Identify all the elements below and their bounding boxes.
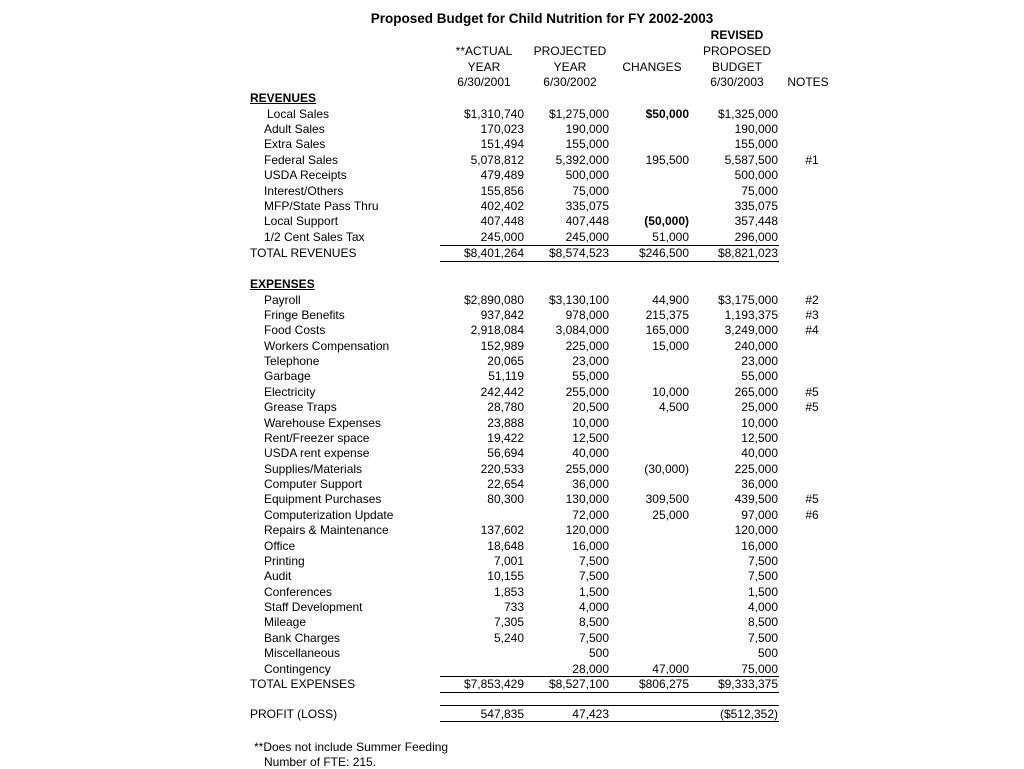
actual-value: 80,300 [487, 492, 524, 507]
table-row [0, 137, 1024, 152]
projected-value: $3,130,100 [548, 292, 609, 307]
actual-value: 151,494 [480, 137, 524, 152]
row-label: Equipment Purchases [264, 492, 382, 507]
page-title: Proposed Budget for Child Nutrition for FY 2002-2003 [370, 11, 714, 26]
revised-value: 7,500 [747, 553, 778, 568]
change-value: 44,900 [652, 292, 689, 307]
column-rule-line [524, 676, 610, 677]
row-label: TOTAL EXPENSES [250, 676, 356, 691]
revised-value: $8,821,023 [717, 246, 778, 260]
column-rule-line [440, 721, 525, 722]
actual-value: 18,648 [487, 538, 524, 553]
actual-value: 56,694 [487, 446, 524, 461]
table-row [0, 199, 1024, 214]
row-label: Contingency [264, 661, 331, 676]
revised-value: 155,000 [734, 137, 778, 152]
header-projected [527, 44, 613, 91]
table-row [0, 508, 1024, 523]
revised-value: 500 [757, 646, 778, 661]
table-row [0, 569, 1024, 584]
projected-value: 28,000 [572, 661, 609, 676]
note-value: #5 [805, 400, 819, 415]
revised-value: 75,000 [741, 661, 778, 676]
projected-value: 72,000 [572, 507, 609, 522]
expenses-heading: EXPENSES [250, 277, 315, 291]
row-label: Conferences [264, 584, 333, 599]
revised-value: 7,500 [747, 569, 778, 584]
revised-value: 225,000 [734, 461, 778, 476]
projected-value: 190,000 [565, 121, 609, 136]
total-row [0, 677, 1024, 692]
actual-value: 547,835 [480, 707, 524, 721]
revised-value: 7,500 [747, 630, 778, 645]
table-row [0, 308, 1024, 323]
header-revised-line: BUDGET [711, 59, 762, 74]
note-value: #3 [805, 307, 819, 322]
revenues-heading: REVENUES [250, 91, 317, 105]
row-label: Grease Traps [264, 400, 337, 415]
table-row [0, 615, 1024, 630]
header-projected-line: YEAR [553, 59, 587, 74]
projected-value: 23,000 [572, 354, 609, 369]
projected-value: 130,000 [565, 492, 609, 507]
revised-value: $9,333,375 [717, 676, 778, 691]
table-row [0, 385, 1024, 400]
projected-value: $1,275,000 [548, 106, 609, 121]
revised-value: 120,000 [734, 523, 778, 538]
projected-value: 245,000 [565, 229, 609, 244]
header-actual-line: 6/30/2001 [457, 75, 511, 90]
revised-value: 16,000 [741, 538, 778, 553]
actual-value: 51,119 [488, 369, 524, 384]
row-label: Computerization Update [264, 507, 394, 522]
footnote-summer-feeding: **Does not include Summer Feeding [254, 740, 449, 754]
column-rule-line [690, 676, 779, 677]
actual-value: 20,065 [487, 354, 524, 369]
table-row [0, 646, 1024, 661]
projected-value: 225,000 [565, 338, 609, 353]
projected-value: 10,000 [572, 415, 609, 430]
column-rule-line [524, 721, 610, 722]
actual-value: $1,310,740 [463, 106, 524, 121]
header-revised [695, 28, 779, 90]
projected-value: 155,000 [565, 137, 609, 152]
actual-value: 137,602 [480, 523, 524, 538]
projected-value: 335,075 [565, 199, 609, 214]
header-actual-line: **ACTUAL [455, 44, 513, 58]
table-row [0, 107, 1024, 122]
table-row [0, 446, 1024, 461]
header-revised-line: PROPOSED [702, 43, 771, 58]
note-value: #1 [805, 152, 819, 167]
table-row [0, 431, 1024, 446]
projected-value: 16,000 [572, 538, 609, 553]
header-projected-line: 6/30/2002 [543, 75, 597, 90]
revised-value: 1,500 [747, 584, 778, 599]
table-row [0, 462, 1024, 477]
row-label: Food Costs [264, 323, 326, 338]
column-rule-line [690, 721, 779, 722]
row-label: Miscellaneous [264, 646, 341, 661]
row-label: Computer Support [264, 477, 363, 492]
column-rule-line [610, 692, 690, 693]
table-row [0, 323, 1024, 338]
column-rule-line [690, 705, 779, 706]
change-value: 10,000 [652, 384, 689, 399]
actual-value: 19,422 [487, 430, 524, 445]
row-label: PROFIT (LOSS) [250, 707, 338, 721]
actual-value: 220,533 [480, 461, 524, 476]
revised-value: 439,500 [734, 492, 778, 507]
actual-value: 152,989 [480, 338, 524, 353]
change-value: 51,000 [652, 229, 689, 244]
projected-value: 40,000 [572, 446, 609, 461]
row-label: Interest/Others [264, 183, 344, 198]
projected-value: 36,000 [572, 477, 609, 492]
header-revised-line: REVISED [710, 28, 764, 43]
projected-value: 7,500 [578, 569, 609, 584]
column-rule-line [610, 721, 690, 722]
header-notes-line: NOTES [787, 75, 829, 90]
row-label: Staff Development [264, 600, 363, 615]
table-row [0, 153, 1024, 168]
header-actual [444, 44, 524, 91]
projected-value: 7,500 [578, 553, 609, 568]
actual-value: 479,489 [480, 168, 524, 183]
change-value: 47,000 [652, 661, 689, 676]
change-value: $50,000 [645, 106, 689, 121]
projected-value: 120,000 [565, 523, 609, 538]
revised-value: 3,249,000 [724, 323, 778, 338]
row-label: Local Support [264, 214, 339, 229]
revised-value: 4,000 [747, 600, 778, 615]
projected-value: 1,500 [578, 584, 609, 599]
header-changes [614, 60, 690, 76]
row-label: Bank Charges [264, 630, 341, 645]
revised-value: 75,000 [741, 183, 778, 198]
revised-value: 36,000 [741, 477, 778, 492]
actual-value: 10,155 [487, 569, 524, 584]
table-row [0, 339, 1024, 354]
column-rule-line [524, 705, 610, 706]
table-row [0, 168, 1024, 183]
column-rule-line [690, 692, 779, 693]
row-label: 1/2 Cent Sales Tax [264, 229, 365, 244]
revised-value: 5,587,500 [724, 152, 778, 167]
header-actual-line: YEAR [467, 59, 501, 74]
revised-value: 296,000 [734, 229, 778, 244]
table-row [0, 293, 1024, 308]
table-row [0, 400, 1024, 415]
change-value: 195,500 [645, 152, 689, 167]
change-value: 25,000 [652, 507, 689, 522]
column-rule-line [610, 705, 690, 706]
column-rule-line [690, 245, 779, 246]
header-changes-line: CHANGES [622, 59, 682, 74]
column-rule-line [440, 705, 525, 706]
column-rule-line [440, 676, 525, 677]
change-value: (50,000) [644, 214, 689, 229]
column-rule-line [440, 245, 525, 246]
change-value: 15,000 [652, 338, 689, 353]
actual-value: 155,856 [480, 183, 524, 198]
row-label: Telephone [264, 354, 320, 369]
actual-value: 242,442 [480, 384, 524, 399]
table-row [0, 600, 1024, 615]
row-label: TOTAL REVENUES [250, 246, 357, 260]
projected-value: 3,084,000 [555, 323, 609, 338]
row-label: Workers Compensation [264, 338, 390, 353]
revised-value: 97,000 [741, 507, 778, 522]
column-rule-line [610, 245, 690, 246]
revised-value: 40,000 [741, 446, 778, 461]
table-row [0, 184, 1024, 199]
actual-value: $8,401,264 [463, 246, 524, 260]
projected-value: $8,574,523 [548, 246, 609, 260]
table-row [0, 369, 1024, 384]
projected-value: 47,423 [572, 707, 609, 721]
revised-value: 335,075 [734, 199, 778, 214]
row-label: Federal Sales [264, 152, 339, 167]
change-value: $246,500 [638, 246, 689, 260]
revised-value: 10,000 [741, 415, 778, 430]
projected-value: 4,000 [578, 600, 609, 615]
actual-value: 22,654 [487, 477, 524, 492]
projected-value: 8,500 [578, 615, 609, 630]
projected-value: 7,500 [578, 630, 609, 645]
column-rule-line [524, 261, 610, 262]
change-value: $806,275 [638, 676, 689, 691]
actual-value: 5,240 [493, 630, 524, 645]
actual-value: $2,890,080 [463, 292, 524, 307]
table-row [0, 214, 1024, 229]
revised-value: $3,175,000 [717, 292, 778, 307]
header-revised-line: 6/30/2003 [710, 75, 764, 90]
projected-value: 20,500 [572, 400, 609, 415]
row-label: Garbage [264, 369, 311, 384]
row-label: USDA Receipts [264, 168, 347, 183]
change-value: 4,500 [658, 400, 689, 415]
revised-value: 500,000 [734, 168, 778, 183]
row-label: Adult Sales [264, 121, 325, 136]
column-rule-line [440, 692, 525, 693]
note-value: #2 [805, 292, 819, 307]
revised-value: 357,448 [734, 214, 778, 229]
row-label: Fringe Benefits [264, 307, 345, 322]
projected-value: 255,000 [565, 384, 609, 399]
revised-value: 55,000 [741, 369, 778, 384]
actual-value: 5,078,812 [470, 152, 524, 167]
table-row [0, 585, 1024, 600]
table-row [0, 539, 1024, 554]
row-label: Local Sales [267, 106, 330, 121]
note-value: #5 [805, 492, 819, 507]
actual-value: 733 [503, 600, 524, 615]
row-label: Electricity [264, 384, 316, 399]
actual-value: 407,448 [480, 214, 524, 229]
row-label: Payroll [264, 292, 301, 307]
header-projected-line: PROJECTED [533, 44, 607, 58]
row-label: Extra Sales [264, 137, 326, 152]
projected-value: 500 [588, 646, 609, 661]
projected-value: 12,500 [572, 430, 609, 445]
column-rule-line [610, 261, 690, 262]
revised-value: ($512,352) [719, 707, 778, 721]
change-value: 165,000 [645, 323, 689, 338]
header-notes [784, 75, 832, 91]
row-label: Office [264, 538, 296, 553]
actual-value: 7,305 [493, 615, 524, 630]
projected-value: 5,392,000 [555, 152, 609, 167]
projected-value: 407,448 [565, 214, 609, 229]
change-value: 215,375 [645, 307, 689, 322]
actual-value: 937,842 [480, 307, 524, 322]
table-row [0, 492, 1024, 507]
note-value: #5 [805, 384, 819, 399]
revised-value: 1,193,375 [724, 307, 778, 322]
table-row [0, 230, 1024, 245]
actual-value: 245,000 [480, 229, 524, 244]
row-label: Supplies/Materials [264, 461, 363, 476]
column-rule-line [524, 692, 610, 693]
column-rule-line [524, 245, 610, 246]
table-row [0, 554, 1024, 569]
column-rule-line [440, 261, 525, 262]
row-label: USDA rent expense [264, 446, 370, 461]
row-label: Rent/Freezer space [264, 430, 370, 445]
projected-value: 255,000 [565, 461, 609, 476]
revised-value: 25,000 [741, 400, 778, 415]
actual-value: 402,402 [480, 199, 524, 214]
revised-value: 23,000 [741, 354, 778, 369]
projected-value: 55,000 [572, 369, 609, 384]
actual-value: 1,853 [493, 584, 524, 599]
change-value: (30,000) [644, 461, 689, 476]
projected-value: 75,000 [572, 183, 609, 198]
table-row [0, 631, 1024, 646]
actual-value: 2,918,084 [470, 323, 524, 338]
change-value: 309,500 [645, 492, 689, 507]
projected-value: 500,000 [565, 168, 609, 183]
note-value: #4 [805, 323, 819, 338]
actual-value: 28,780 [487, 400, 524, 415]
projected-value: 978,000 [565, 307, 609, 322]
note-value: #6 [805, 507, 819, 522]
total-row [0, 246, 1024, 261]
revised-value: 8,500 [747, 615, 778, 630]
revised-value: 190,000 [734, 121, 778, 136]
actual-value: 170,023 [480, 121, 524, 136]
column-rule-line [690, 261, 779, 262]
table-row [0, 354, 1024, 369]
revised-value: 265,000 [734, 384, 778, 399]
projected-value: $8,527,100 [548, 676, 609, 691]
revised-value: $1,325,000 [717, 106, 778, 121]
table-row [0, 416, 1024, 431]
actual-value: 23,888 [487, 415, 524, 430]
table-row [0, 122, 1024, 137]
row-label: Audit [264, 569, 292, 584]
row-label: Mileage [264, 615, 307, 630]
actual-value: $7,853,429 [463, 676, 524, 691]
revised-value: 12,500 [741, 430, 778, 445]
row-label: Printing [264, 553, 305, 568]
table-row [0, 477, 1024, 492]
revised-value: 240,000 [734, 338, 778, 353]
row-label: MFP/State Pass Thru [264, 199, 379, 214]
row-label: Warehouse Expenses [264, 415, 381, 430]
row-label: Repairs & Maintenance [264, 523, 389, 538]
actual-value: 7,001 [493, 553, 524, 568]
footnote-fte: Number of FTE: 215. [264, 755, 377, 769]
table-row [0, 523, 1024, 538]
column-rule-line [610, 676, 690, 677]
